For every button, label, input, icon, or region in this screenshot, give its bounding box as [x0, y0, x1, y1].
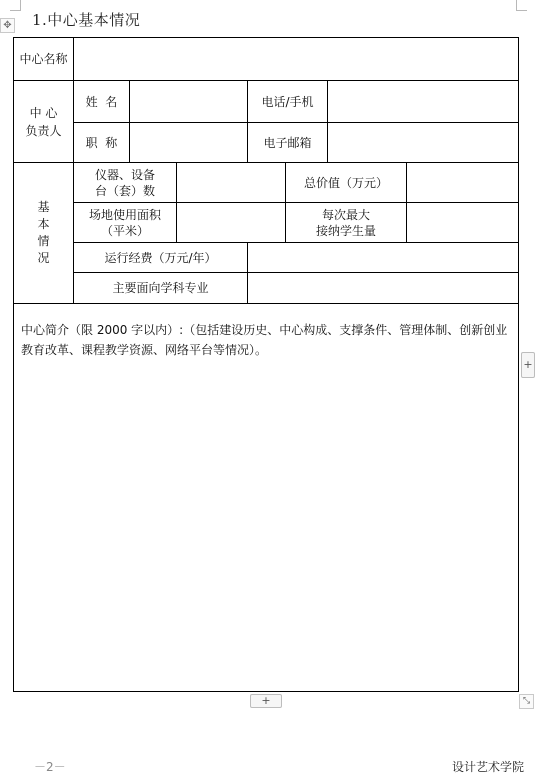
- equipment-input[interactable]: [177, 163, 285, 202]
- add-column-button[interactable]: +: [521, 352, 535, 378]
- title-input[interactable]: [130, 123, 247, 162]
- capacity-label: 每次最大 接纳学生量: [315, 207, 376, 238]
- total-value-input[interactable]: [407, 163, 518, 202]
- table-move-handle-icon[interactable]: ✥: [0, 18, 15, 33]
- basic-info-label: 基 本 情 况: [37, 200, 50, 265]
- table-resize-handle-icon[interactable]: ⤡: [519, 694, 534, 709]
- area-label: 场地使用面积 （平米）: [88, 207, 161, 238]
- page-corner-mark: [10, 0, 21, 11]
- phone-label: 电话/手机: [261, 94, 314, 109]
- disciplines-input[interactable]: [248, 273, 518, 303]
- add-row-button[interactable]: +: [250, 694, 282, 708]
- head-label: 中 心 负责人: [25, 105, 62, 138]
- operating-cost-label: 运行经费（万元/年）: [104, 250, 217, 265]
- center-info-table: [13, 37, 519, 692]
- capacity-input[interactable]: [407, 203, 518, 242]
- table-rule: [14, 303, 518, 304]
- center-intro-field[interactable]: 中心简介（限 2000 字以内）:（包括建设历史、中心构成、支撑条件、管理体制、创新创业教育改革、课程教学资源、网络平台等情况）。: [21, 323, 508, 357]
- center-name-input[interactable]: [74, 38, 518, 80]
- email-label: 电子邮箱: [263, 135, 312, 150]
- phone-input[interactable]: [328, 81, 518, 122]
- total-value-label: 总价值（万元）: [303, 175, 388, 190]
- page-corner-mark: [516, 0, 527, 11]
- name-input[interactable]: [130, 81, 247, 122]
- operating-cost-input[interactable]: [248, 243, 518, 272]
- disciplines-label: 主要面向学科专业: [112, 281, 209, 295]
- watermark: 设计艺术学院: [452, 760, 525, 774]
- name-label: 姓 名: [85, 94, 118, 109]
- title-label: 职 称: [85, 135, 118, 150]
- equipment-label: 仪器、设备 台（套）数: [94, 167, 155, 198]
- page-number: －2－: [34, 760, 66, 774]
- email-input[interactable]: [328, 123, 518, 162]
- center-name-label: 中心名称: [19, 52, 68, 66]
- section-title: 1.中心基本情况: [32, 11, 141, 29]
- area-input[interactable]: [177, 203, 285, 242]
